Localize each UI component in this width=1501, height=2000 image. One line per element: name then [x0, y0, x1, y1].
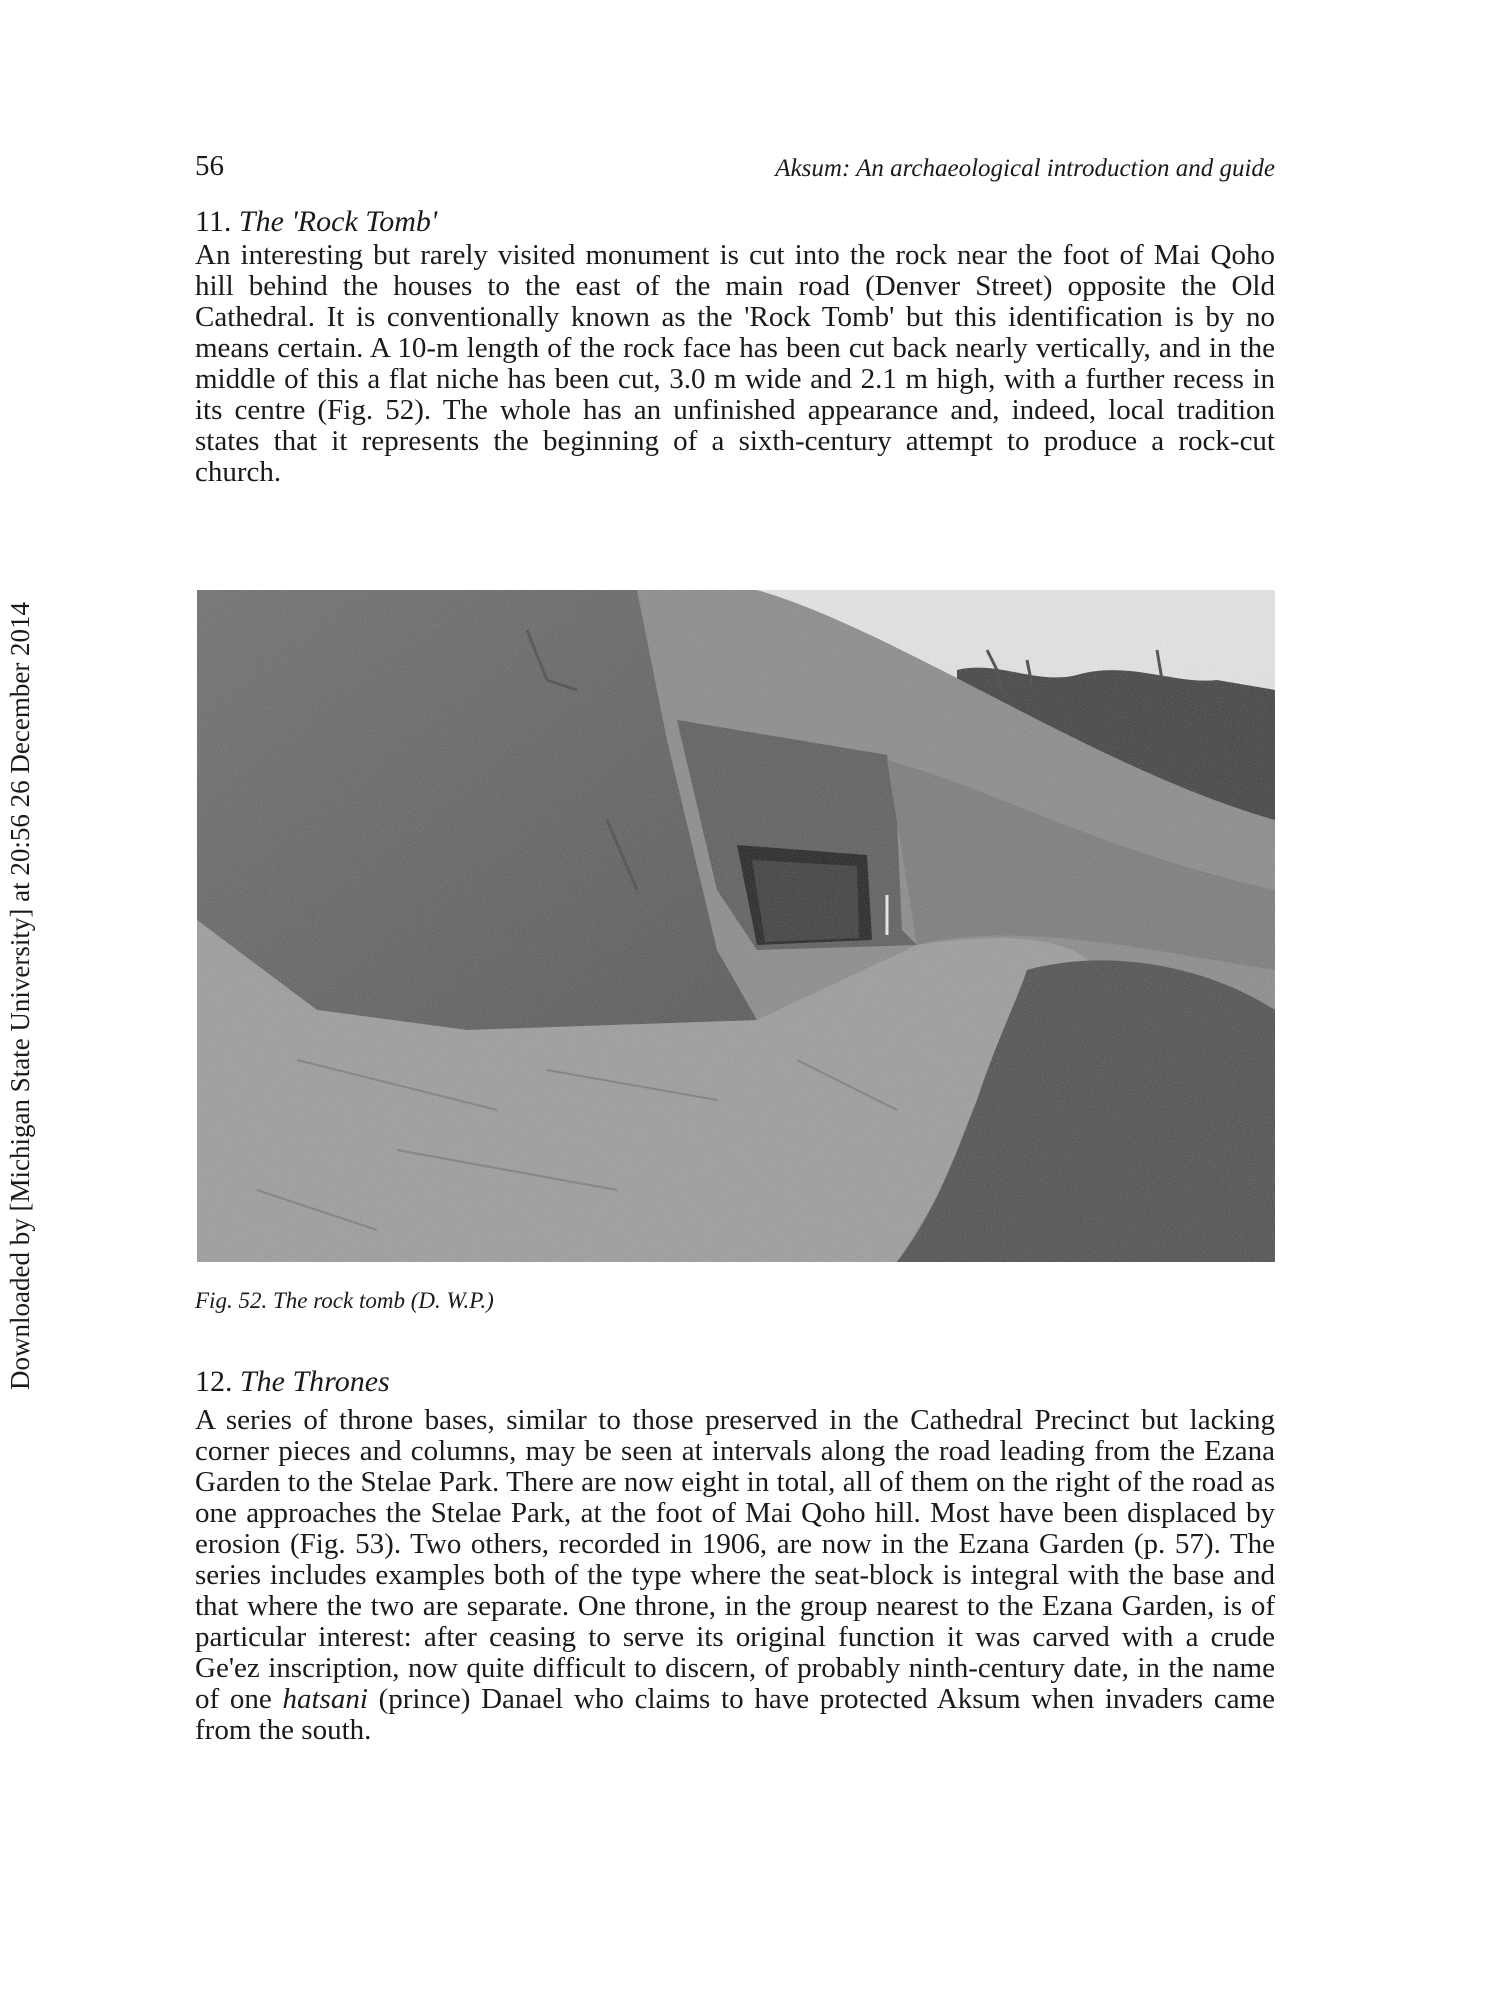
section-heading-thrones	[195, 1365, 390, 1399]
rock-tomb-photograph	[197, 590, 1275, 1262]
section-number: 11.	[195, 205, 232, 238]
section-body-rock-tomb: An interesting but rarely visited monument is cut into the rock near the foot of Mai Qoho hill behind the houses to the east of the main road (Denver Street) opposite the Old Cathedral. It is conventionally known as the 'Rock Tomb' but this identification is by no means certain. A 10-m length of the rock face has been cut back nearly vertically, and in the middle of this a flat niche has been cut, 3.0 m wide and 2.1 m high, with a further recess in its centre (Fig. 52). The whole has an unfinished appearance and, indeed, local tradition states that it represents the beginning of a sixth-century attempt to produce a rock-cut church.	[195, 239, 1275, 488]
body-text-segment: (prince) Danael who claims to have protected Aksum when invaders came from the south.	[195, 1683, 1275, 1746]
italic-term: hatsani	[282, 1683, 368, 1715]
page-number: 56	[195, 150, 224, 182]
figure-caption: Fig. 52. The rock tomb (D. W.P.)	[195, 1288, 494, 1313]
section-title: The 'Rock Tomb'	[238, 205, 438, 238]
body-text-segment: A series of throne bases, similar to those preserved in the Cathedral Precinct but lacking corner pieces and columns, may be seen at intervals along the road leading from the Ezana Garden to the Stelae Park. There are now eight in total, all of them on the right of the road as one approaches the Stelae Park, at the foot of Mai Qoho hill. Most have been displaced by erosion (Fig. 53). Two others, recorded in 1906, are now in the Ezana Garden (p. 57). The series includes examples both of the type where the seat-block is integral with the base and that where the two are separate. One throne, in the group nearest to the Ezana Garden, is of particular interest: after ceasing to serve its original function it was carved with a crude Ge'ez inscription, now quite difficult to discern, of probably ninth-century date, in the name of one	[195, 1404, 1275, 1715]
section-number: 12.	[195, 1365, 233, 1398]
section-title: The Thrones	[240, 1365, 390, 1398]
section-body-thrones	[195, 1405, 1275, 1746]
running-head: Aksum: An archaeological introduction and guide	[775, 155, 1275, 182]
rock-tomb-photo-illustration	[197, 590, 1275, 1262]
download-margin-stamp: Downloaded by [Michigan State University] at 20:56 26 December 2014	[5, 601, 35, 1390]
section-heading-rock-tomb	[195, 205, 437, 239]
